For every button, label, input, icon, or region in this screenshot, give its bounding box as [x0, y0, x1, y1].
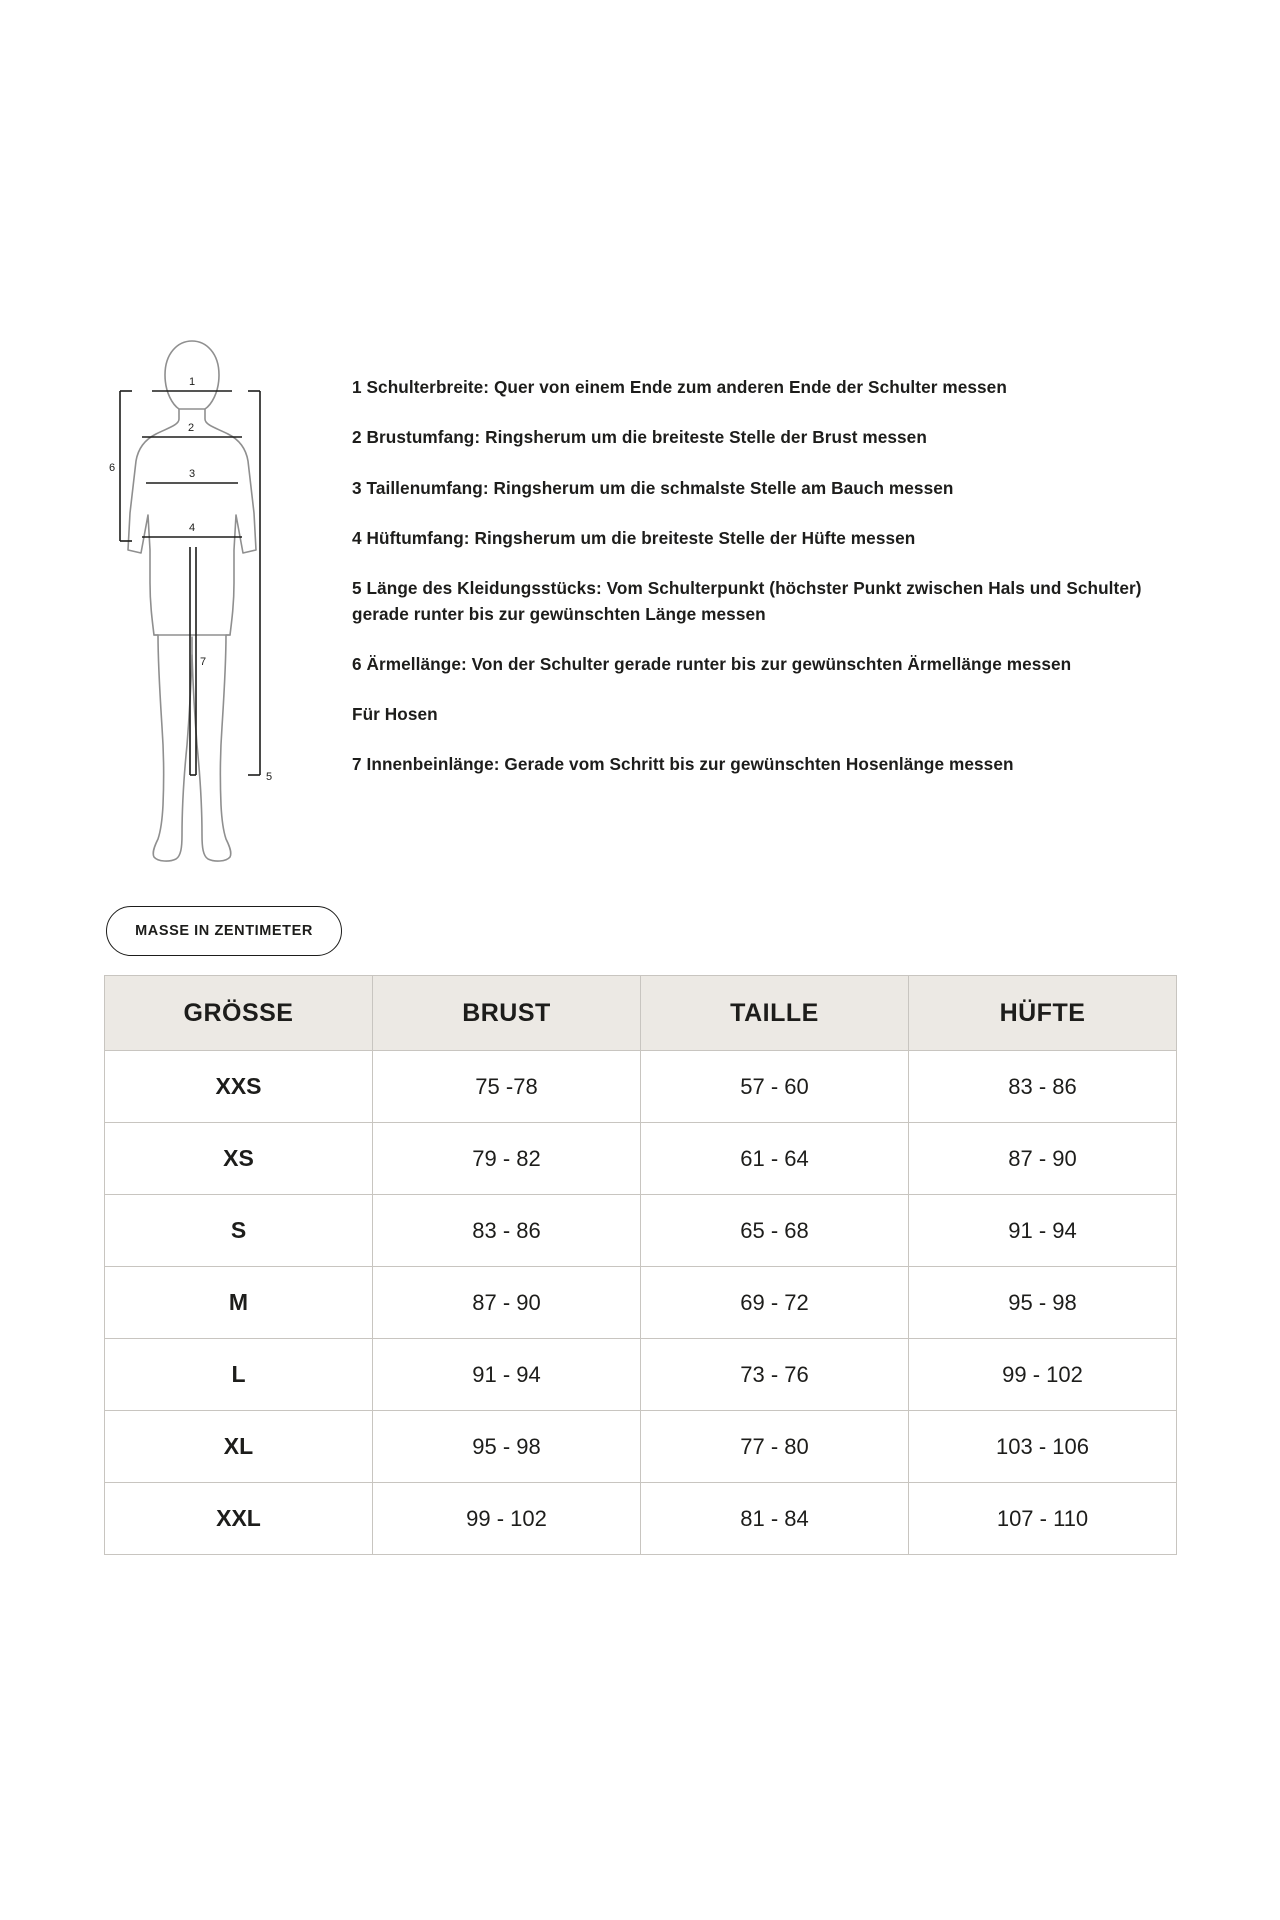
- table-row: [105, 1483, 1177, 1555]
- table-row: [105, 1339, 1177, 1411]
- marker-1: 1: [189, 376, 196, 388]
- cell-hips: 107 - 110: [909, 1483, 1177, 1555]
- cell-chest: 95 - 98: [373, 1411, 641, 1483]
- instruction-item-7: 7 Innenbeinlänge: Gerade vom Schritt bis zur gewünschten Hosenlänge messen: [352, 754, 1014, 775]
- marker-7: 7: [200, 656, 207, 668]
- measurement-instructions: [352, 358, 1162, 778]
- instruction-section-trousers: Für Hosen: [352, 704, 438, 725]
- cell-waist: 73 - 76: [641, 1339, 909, 1411]
- table-row: [105, 1123, 1177, 1195]
- instruction-item-6: 6 Ärmellänge: Von der Schulter gerade runter bis zur gewünschten Ärmellänge messen: [352, 653, 1072, 674]
- cell-size: M: [105, 1267, 373, 1339]
- cell-waist: 57 - 60: [641, 1051, 909, 1123]
- cell-chest: 87 - 90: [373, 1267, 641, 1339]
- instruction-item-4: 4 Hüftumfang: Ringsherum um die breiteste Stelle der Hüfte messen: [352, 528, 916, 549]
- cell-chest: 79 - 82: [373, 1123, 641, 1195]
- marker-4: 4: [189, 522, 196, 534]
- instruction-item-2: 2 Brustumfang: Ringsherum um die breiteste Stelle der Brust messen: [352, 427, 927, 448]
- table-row: [105, 1411, 1177, 1483]
- table-row: [105, 1267, 1177, 1339]
- cell-waist: 65 - 68: [641, 1195, 909, 1267]
- cell-hips: 91 - 94: [909, 1195, 1177, 1267]
- cell-size: XXL: [105, 1483, 373, 1555]
- cell-size: XXS: [105, 1051, 373, 1123]
- cell-hips: 95 - 98: [909, 1267, 1177, 1339]
- body-measurement-diagram: [108, 335, 333, 895]
- cell-hips: 103 - 106: [909, 1411, 1177, 1483]
- column-header-chest: BRUST: [373, 976, 641, 1051]
- instruction-item-3: 3 Taillenumfang: Ringsherum um die schmalste Stelle am Bauch messen: [352, 477, 954, 498]
- cell-chest: 91 - 94: [373, 1339, 641, 1411]
- marker-3: 3: [189, 468, 196, 480]
- units-badge: MASSE IN ZENTIMETER: [106, 906, 342, 956]
- cell-waist: 77 - 80: [641, 1411, 909, 1483]
- column-header-hips: HÜFTE: [909, 976, 1177, 1051]
- table-row: [105, 1195, 1177, 1267]
- table-header-row: [105, 976, 1177, 1051]
- cell-size: S: [105, 1195, 373, 1267]
- cell-hips: 83 - 86: [909, 1051, 1177, 1123]
- marker-2: 2: [188, 422, 195, 434]
- cell-size: L: [105, 1339, 373, 1411]
- cell-size: XL: [105, 1411, 373, 1483]
- column-header-size: GRÖSSE: [105, 976, 373, 1051]
- cell-waist: 69 - 72: [641, 1267, 909, 1339]
- cell-hips: 87 - 90: [909, 1123, 1177, 1195]
- table-row: [105, 1051, 1177, 1123]
- column-header-waist: TAILLE: [641, 976, 909, 1051]
- instruction-item-1: 1 Schulterbreite: Quer von einem Ende zum anderen Ende der Schulter messen: [352, 377, 1007, 398]
- cell-size: XS: [105, 1123, 373, 1195]
- cell-waist: 61 - 64: [641, 1123, 909, 1195]
- cell-chest: 99 - 102: [373, 1483, 641, 1555]
- marker-6: 6: [109, 462, 116, 474]
- cell-chest: 75 -78: [373, 1051, 641, 1123]
- size-chart-table: [104, 975, 1177, 1555]
- marker-5: 5: [266, 771, 273, 783]
- cell-chest: 83 - 86: [373, 1195, 641, 1267]
- cell-hips: 99 - 102: [909, 1339, 1177, 1411]
- instruction-item-5: 5 Länge des Kleidungsstücks: Vom Schulterpunkt (höchster Punkt zwischen Hals und Schulter) gerade runter bis zur gewünschten Länge messen: [352, 578, 1142, 624]
- cell-waist: 81 - 84: [641, 1483, 909, 1555]
